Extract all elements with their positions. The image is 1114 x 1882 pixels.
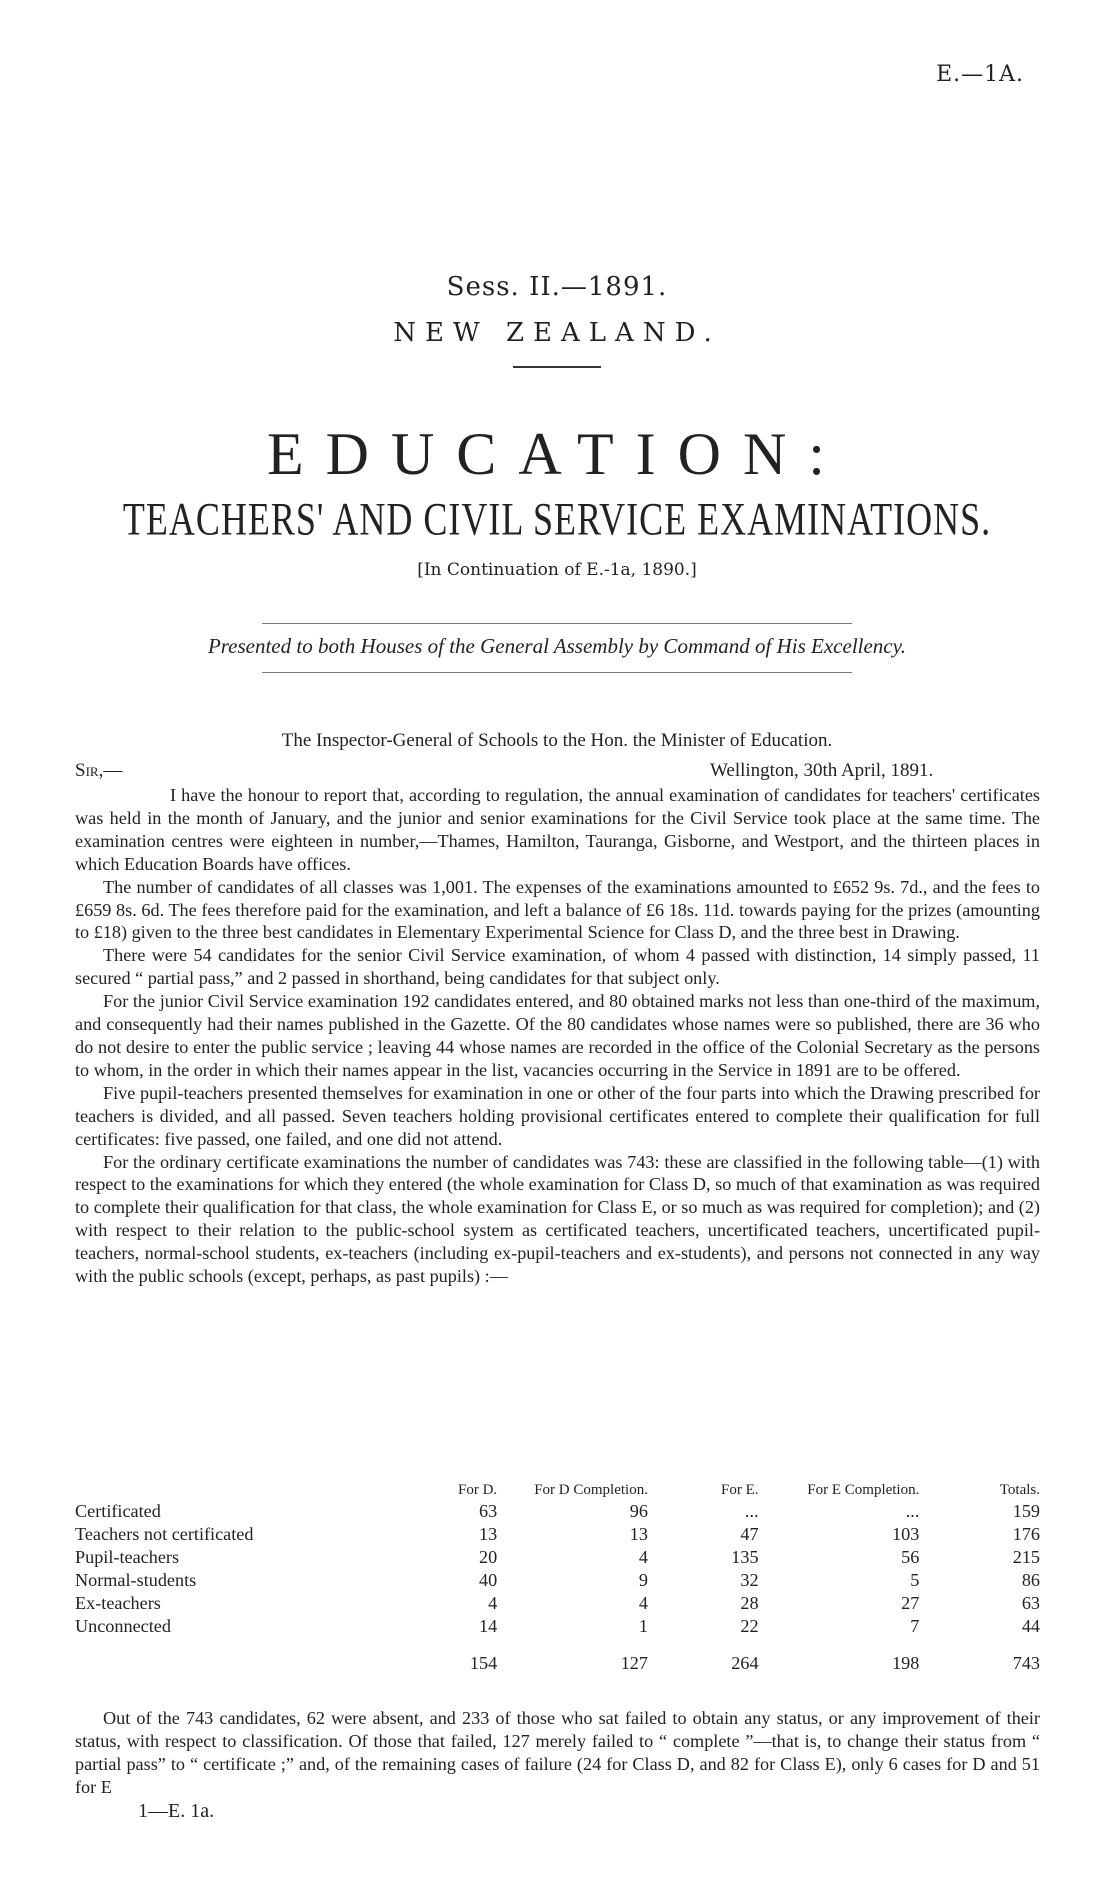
- session-heading: Sess. II.—1891.: [446, 272, 668, 302]
- document-reference: E.—1A.: [936, 62, 1024, 87]
- divider-rule-bottom: [262, 672, 852, 673]
- table-row: Normal-students 40 9 32 5 86: [75, 1570, 1040, 1590]
- divider-rule-top: [262, 623, 852, 624]
- closing-paragraph: [75, 1707, 1040, 1799]
- letter-body: [75, 784, 1040, 1288]
- document-subtitle: TEACHERS' AND CIVIL SERVICE EXAMINATIONS.: [122, 493, 992, 545]
- table-row: Teachers not certificated 13 13 47 103 176: [75, 1524, 1040, 1544]
- table-row: Ex-teachers 4 4 28 27 63: [75, 1593, 1040, 1613]
- table-row: Certificated 63 96 ... ... 159: [75, 1501, 1040, 1521]
- document-title: EDUCATION:: [267, 421, 847, 487]
- presentation-line: Presented to both Houses of the General Assembly by Command of His Excellency.: [207, 634, 907, 658]
- paragraph: Five pupil-teachers presented themselves for examination in one or other of the four parts into which the Drawing prescribed for teachers is divided, and all passed. Seven teachers holding provisional certificates entered to complete their qualification for full certificates: five passed, one failed, and one did not attend.: [75, 1082, 1040, 1149]
- paragraph: For the junior Civil Service examination 192 candidates entered, and 80 obtained marks not less than one-third of the maximum, and consequently had their names published in the Gazette. Of the 80 candidates whose names were so published, there are 36 who do not desire to enter the public service ; leaving 44 whose names are recorded in the office of the Colonial Secretary as the persons to whom, in the order in which their names appear in the list, vacancies occurring in the Service in 1891 are to be offered.: [75, 991, 1040, 1080]
- paragraph: I have the honour to report that, according to regulation, the annual examination of candidates for teachers' certificates was held in the month of January, and the junior and senior examinations for the Civil Service took place at the same time. The examination centres were eighteen in number,—Thames, Hamilton, Tauranga, Gisborne, and Westport, and the thirteen places in which Education Boards have offices.: [75, 785, 1040, 874]
- totals-row: 154 127 264 198 743: [469, 1653, 1040, 1673]
- paragraph: The number of candidates of all classes was 1,001. The expenses of the examinations amounted to £652 9s. 7d., and the fees to £659 8s. 6d. The fees therefore paid for the examination, and left a balance of £6 18s. 11d. towards paying for the prizes (amounting to £18) given to the three best candidates in Elementary Experimental Science for Class D, and the three best in Drawing.: [75, 876, 1040, 943]
- column-header: For D Completion.: [534, 1481, 648, 1498]
- column-header: For E.: [721, 1481, 759, 1498]
- table-header-row: [75, 1480, 1040, 1500]
- column-header: For E Completion.: [807, 1481, 920, 1498]
- salutation: Sir,—: [75, 760, 123, 781]
- column-header: Totals.: [999, 1481, 1040, 1498]
- candidates-table: [75, 1480, 1040, 1675]
- divider-rule: [513, 366, 601, 368]
- table-row: Pupil-teachers 20 4 135 56 215: [75, 1547, 1040, 1567]
- page-footer: 1—E. 1a.: [138, 1800, 215, 1822]
- country-heading: NEW ZEALAND.: [393, 318, 721, 348]
- paragraph: There were 54 candidates for the senior Civil Service examination, of whom 4 passed with distinction, 14 simply passed, 11 secured “ partial pass,” and 2 passed in shorthand, being candidates for that subject only.: [75, 945, 1040, 989]
- place-date: Wellington, 30th April, 1891.: [710, 760, 934, 781]
- table-row: Unconnected 14 1 22 7 44: [75, 1616, 1040, 1636]
- paragraph: Out of the 743 candidates, 62 were absent, and 233 of those who sat failed to obtain any status, or any improvement of their status, with respect to classification. Of those that failed, 127 merely failed to “ complete ”—that is, to change their status from “ partial pass” to “ certificate ;” and, of the remaining cases of failure (24 for Class D, and 82 for Class E), only 6 cases for D and 51 for E: [75, 1708, 1040, 1797]
- paragraph: For the ordinary certificate examinations the number of candidates was 743: these are classified in the following table—(1) with respect to the examinations for which they entered (the whole examination for Class D, so much of that examination as was required to complete their qualification for that class, the whole examination for Class E, or so much as was required for completion); and (2) with respect to their relation to the public-school system as certificated teachers, uncertificated teachers, uncertificated pupil-teachers, normal-school students, ex-teachers (including ex-pupil-teachers and ex-students), and persons not connected in any way with the public schools (except, perhaps, as past pupils) :—: [75, 1151, 1040, 1287]
- column-header: For D.: [458, 1481, 498, 1498]
- continuation-note: [In Continuation of E.-1a, 1890.]: [417, 560, 697, 580]
- letter-address: The Inspector-General of Schools to the Hon. the Minister of Education.: [281, 730, 833, 751]
